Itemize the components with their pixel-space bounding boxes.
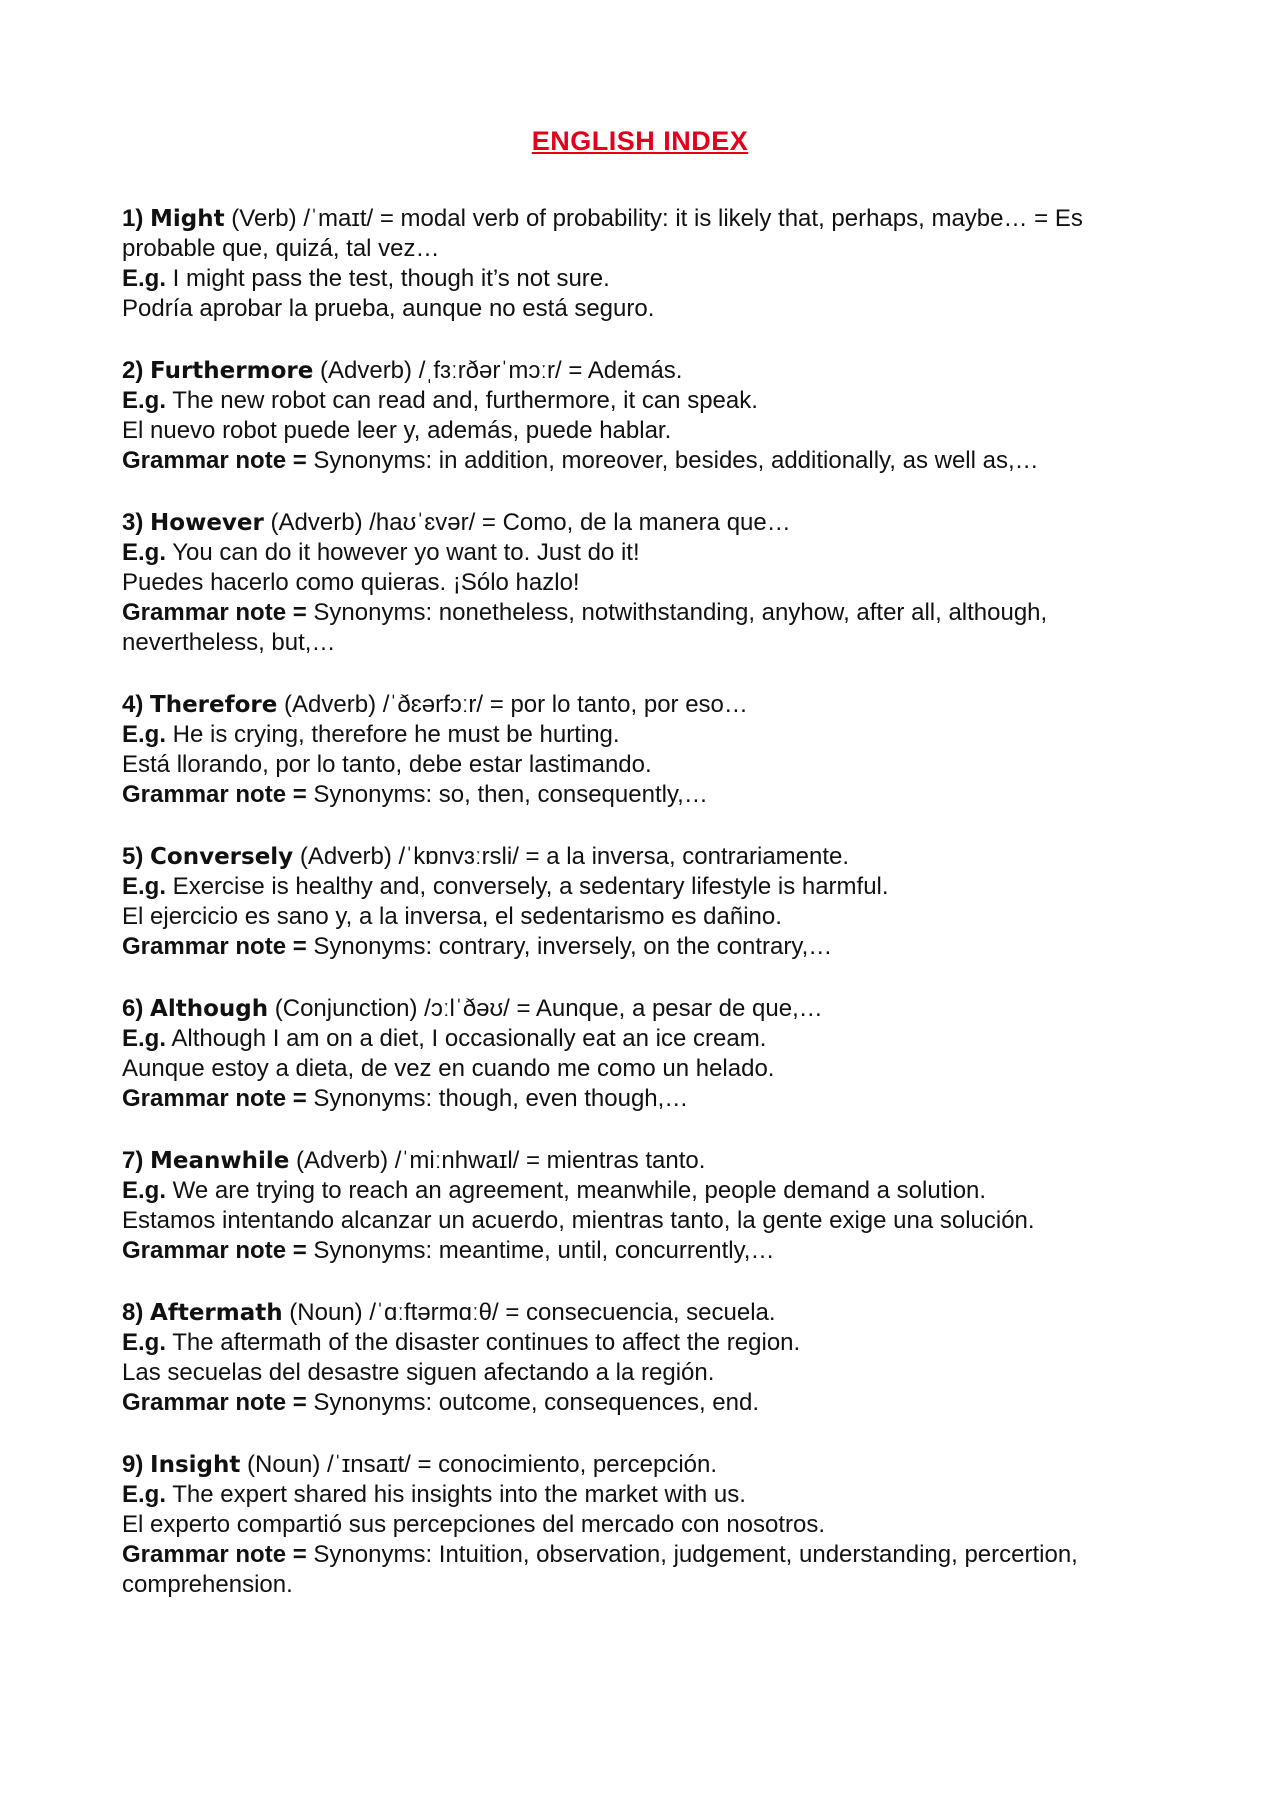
example-label: E.g.	[122, 721, 167, 748]
grammar-note-line	[122, 446, 1172, 476]
entry-headword-line	[122, 1450, 1172, 1480]
entry-headword-line	[122, 1298, 1172, 1328]
example-text: You can do it however yo want to. Just do it!	[166, 539, 640, 566]
entry-although	[122, 994, 1172, 1114]
translation-line: Estamos intentando alcanzar un acuerdo, mientras tanto, la gente exige una solución.	[122, 1207, 1035, 1234]
example-label: E.g.	[122, 1329, 167, 1356]
entry-list	[122, 204, 1172, 1632]
entry-word: Therefore	[150, 692, 278, 718]
grammar-note-label: Grammar note =	[122, 1389, 307, 1416]
grammar-note-label: Grammar note =	[122, 1237, 307, 1264]
example-label: E.g.	[122, 1025, 167, 1052]
example-text: I might pass the test, though it’s not sure.	[166, 265, 610, 292]
entry-headword-line	[122, 508, 1172, 538]
entry-definition: (Noun) /ˈɑːftərmɑːθ/ = consecuencia, secuela.	[282, 1299, 776, 1326]
example-line	[122, 264, 1172, 294]
entry-definition: (Noun) /ˈɪnsaɪt/ = conocimiento, percepción.	[240, 1451, 718, 1478]
entry-therefore	[122, 690, 1172, 810]
grammar-note-label: Grammar note =	[122, 1541, 307, 1568]
entry-however	[122, 508, 1172, 658]
example-line	[122, 1176, 1172, 1206]
example-label: E.g.	[122, 539, 167, 566]
entry-word: Insight	[150, 1452, 241, 1478]
entry-definition: (Adverb) /ˈkɒnvɜːrsli/ = a la inversa, contrariamente.	[293, 843, 850, 870]
example-label: E.g.	[122, 387, 167, 414]
entry-headword-line	[122, 994, 1172, 1024]
entry-insight	[122, 1450, 1172, 1600]
translation-line: El nuevo robot puede leer y, además, puede hablar.	[122, 417, 672, 444]
entry-number: 7)	[122, 1147, 144, 1174]
grammar-note-text: Synonyms: though, even though,…	[306, 1085, 689, 1112]
example-line	[122, 538, 1172, 568]
entry-conversely	[122, 842, 1172, 962]
entry-definition: (Adverb) /ˈðɛərfɔːr/ = por lo tanto, por eso…	[277, 691, 748, 718]
entry-definition: (Verb) /ˈmaɪt/ = modal verb of probability: it is likely that, perhaps, maybe… = Es probable que, quizá, tal vez…	[122, 205, 1083, 262]
entry-meanwhile	[122, 1146, 1172, 1266]
grammar-note-label: Grammar note =	[122, 781, 307, 808]
grammar-note-line	[122, 1084, 1172, 1114]
entry-headword-line	[122, 356, 1172, 386]
entry-definition: (Adverb) /ˌfɜːrðərˈmɔːr/ = Además.	[313, 357, 683, 384]
entry-definition: (Conjunction) /ɔːlˈðəʊ/ = Aunque, a pesar de que,…	[268, 995, 823, 1022]
example-text: The new robot can read and, furthermore, it can speak.	[166, 387, 758, 414]
example-label: E.g.	[122, 873, 167, 900]
example-text: He is crying, therefore he must be hurting.	[166, 721, 620, 748]
entry-number: 1)	[122, 205, 144, 232]
entry-word: Furthermore	[150, 358, 314, 384]
grammar-note-line	[122, 1236, 1172, 1266]
example-text: The expert shared his insights into the market with us.	[166, 1481, 746, 1508]
entry-number: 3)	[122, 509, 144, 536]
example-line	[122, 1480, 1172, 1510]
grammar-note-text: Synonyms: contrary, inversely, on the contrary,…	[306, 933, 833, 960]
entry-definition: (Adverb) /ˈmiːnhwaɪl/ = mientras tanto.	[289, 1147, 706, 1174]
entry-definition: (Adverb) /haʊˈɛvər/ = Como, de la manera que…	[263, 509, 791, 536]
entry-number: 5)	[122, 843, 144, 870]
grammar-note-line	[122, 598, 1172, 658]
example-label: E.g.	[122, 1177, 167, 1204]
entry-number: 6)	[122, 995, 144, 1022]
example-line	[122, 720, 1172, 750]
grammar-note-label: Grammar note =	[122, 1085, 307, 1112]
example-text: Exercise is healthy and, conversely, a sedentary lifestyle is harmful.	[166, 873, 889, 900]
entry-word: Might	[150, 206, 225, 232]
example-line	[122, 386, 1172, 416]
example-label: E.g.	[122, 265, 167, 292]
translation-line: Aunque estoy a dieta, de vez en cuando me como un helado.	[122, 1055, 775, 1082]
entry-word: Although	[150, 996, 269, 1022]
grammar-note-label: Grammar note =	[122, 599, 307, 626]
entry-number: 8)	[122, 1299, 144, 1326]
grammar-note-line	[122, 1540, 1172, 1600]
entry-word: Conversely	[150, 844, 294, 870]
example-text: We are trying to reach an agreement, meanwhile, people demand a solution.	[166, 1177, 987, 1204]
entry-headword-line	[122, 690, 1172, 720]
example-text: The aftermath of the disaster continues to affect the region.	[166, 1329, 801, 1356]
document-title: ENGLISH INDEX	[531, 126, 749, 156]
entry-word: Meanwhile	[150, 1148, 290, 1174]
entry-word: Aftermath	[150, 1300, 283, 1326]
example-text: Although I am on a diet, I occasionally eat an ice cream.	[166, 1025, 767, 1052]
translation-line: Podría aprobar la prueba, aunque no está seguro.	[122, 295, 655, 322]
entry-word: However	[150, 510, 264, 536]
entry-number: 9)	[122, 1451, 144, 1478]
grammar-note-line	[122, 780, 1172, 810]
example-line	[122, 1328, 1172, 1358]
entry-aftermath	[122, 1298, 1172, 1418]
entry-might	[122, 204, 1172, 324]
translation-line: Puedes hacerlo como quieras. ¡Sólo hazlo!	[122, 569, 580, 596]
translation-line: El experto compartió sus percepciones del mercado con nosotros.	[122, 1511, 826, 1538]
translation-line: Está llorando, por lo tanto, debe estar lastimando.	[122, 751, 652, 778]
grammar-note-text: Synonyms: outcome, consequences, end.	[306, 1389, 759, 1416]
entry-headword-line	[122, 842, 1172, 872]
example-line	[122, 872, 1172, 902]
grammar-note-text: Synonyms: meantime, until, concurrently,…	[306, 1237, 775, 1264]
translation-line: Las secuelas del desastre siguen afectando a la región.	[122, 1359, 715, 1386]
grammar-note-text: Synonyms: in addition, moreover, besides, additionally, as well as,…	[306, 447, 1039, 474]
example-label: E.g.	[122, 1481, 167, 1508]
translation-line: El ejercicio es sano y, a la inversa, el sedentarismo es dañino.	[122, 903, 782, 930]
grammar-note-label: Grammar note =	[122, 447, 307, 474]
grammar-note-text: Synonyms: so, then, consequently,…	[306, 781, 708, 808]
entry-headword-line	[122, 204, 1172, 264]
grammar-note-text: Synonyms: Intuition, observation, judgement, understanding, percertion, comprehension.	[122, 1541, 1078, 1598]
grammar-note-label: Grammar note =	[122, 933, 307, 960]
grammar-note-text: Synonyms: nonetheless, notwithstanding, anyhow, after all, although, nevertheless, but,…	[122, 599, 1048, 656]
grammar-note-line	[122, 932, 1172, 962]
entry-number: 4)	[122, 691, 144, 718]
grammar-note-line	[122, 1388, 1172, 1418]
example-line	[122, 1024, 1172, 1054]
entry-number: 2)	[122, 357, 144, 384]
entry-furthermore	[122, 356, 1172, 476]
entry-headword-line	[122, 1146, 1172, 1176]
